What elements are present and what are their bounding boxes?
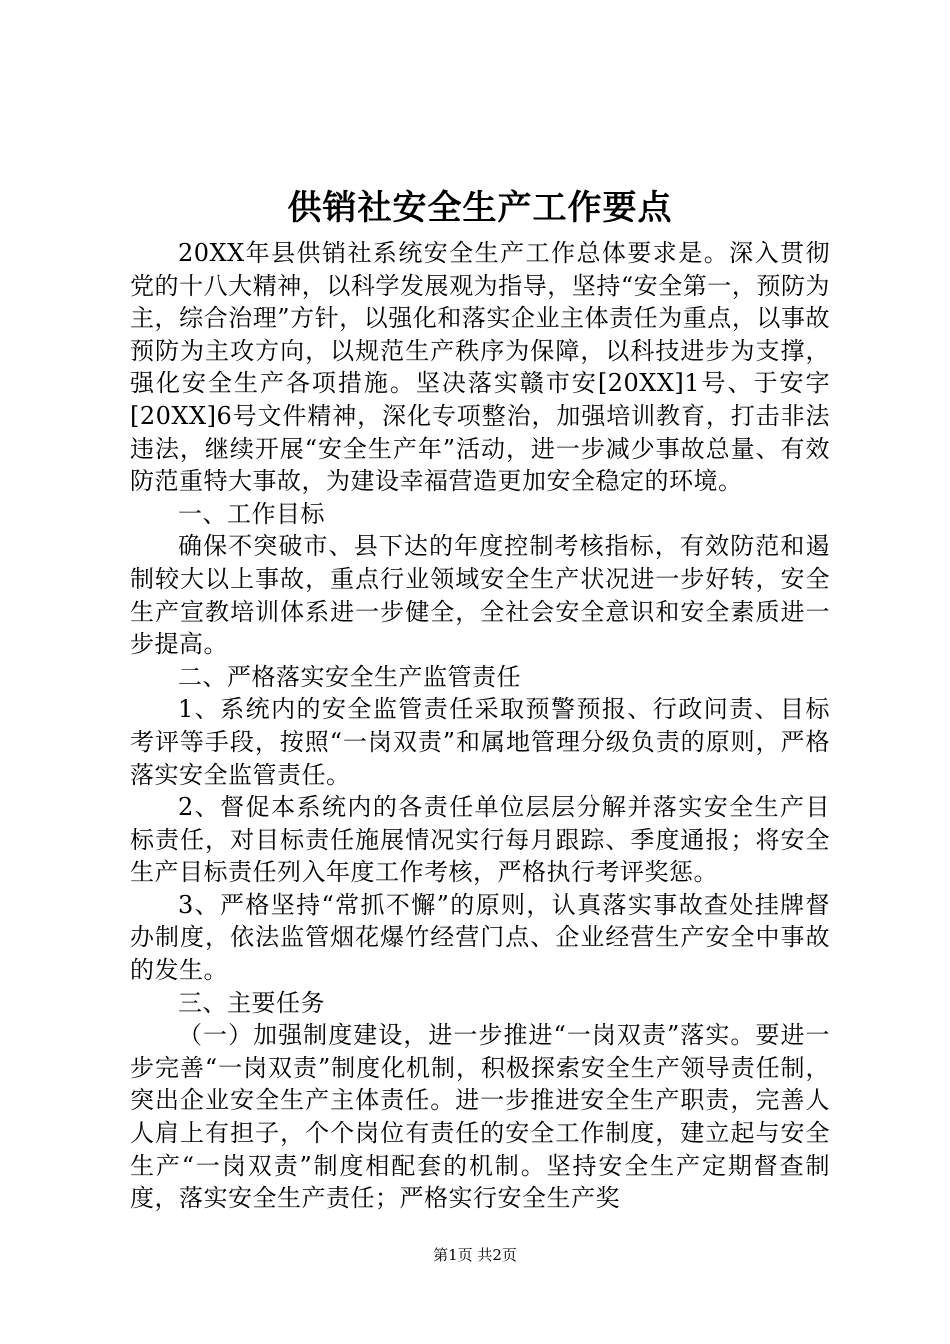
section-heading-tasks: 三、主要任务 xyxy=(178,988,325,1017)
section-heading-responsibility: 二、严格落实安全生产监管责任 xyxy=(178,662,521,691)
document-body xyxy=(130,237,830,1215)
paragraph-task-1: （一）加强制度建设，进一步推进“一岗双责”落实。要进一步完善“一岗双责”制度化机制，积极探索安全生产领导责任制，突出企业安全生产主体责任。进一步推进安全生产职责，完善人人肩上有担子，个个岗位有责任的安全工作制度，建立起与安全生产“一岗双责”制度相配套的机制。坚持安全生产定期督查制度，落实安全生产责任；严格实行安全生产奖 xyxy=(130,1021,830,1213)
page-footer: 第1页 共2页 xyxy=(433,1246,517,1264)
section-heading-goals: 一、工作目标 xyxy=(178,499,325,528)
paragraph-item-2: 2、督促本系统内的各责任单位层层分解并落实安全生产目标责任，对目标责任施展情况实行每月跟踪、季度通报；将安全生产目标责任列入年度工作考核，严格执行考评奖惩。 xyxy=(130,793,830,887)
document-title: 供销社安全生产工作要点 xyxy=(287,188,673,228)
paragraph-item-3: 3、严格坚持“常抓不懈”的原则，认真落实事故查处挂牌督办制度，依法监管烟花爆竹经营门点、企业经营生产安全中事故的发生。 xyxy=(130,890,830,985)
paragraph-item-1: 1、系统内的安全监管责任采取预警预报、行政问责、目标考评等手段，按照“一岗双责”和属地管理分级负责的原则，严格落实安全监管责任。 xyxy=(130,695,830,789)
paragraph-intro: 20XX年县供销社系统安全生产工作总体要求是。深入贯彻党的十八大精神，以科学发展观为指导，坚持“安全第一，预防为主，综合治理”方针，以强化和落实企业主体责任为重点，以事故预防为主攻方向，以规范生产秩序为保障，以科技进步为支撑，强化安全生产各项措施。坚决落实赣市安[20XX]1号、于安字[20XX]6号文件精神，深化专项整治，加强培训教育，打击非法违法，继续开展“安全生产年”活动，进一步减少事故总量、有效防范重特大事故，为建设幸福营造更加安全稳定的环境。 xyxy=(130,239,830,496)
paragraph-goals: 确保不突破市、县下达的年度控制考核指标，有效防范和遏制较大以上事故，重点行业领域安全生产状况进一步好转，安全生产宣教培训体系进一步健全，全社会安全意识和安全素质进一步提高。 xyxy=(130,532,830,659)
